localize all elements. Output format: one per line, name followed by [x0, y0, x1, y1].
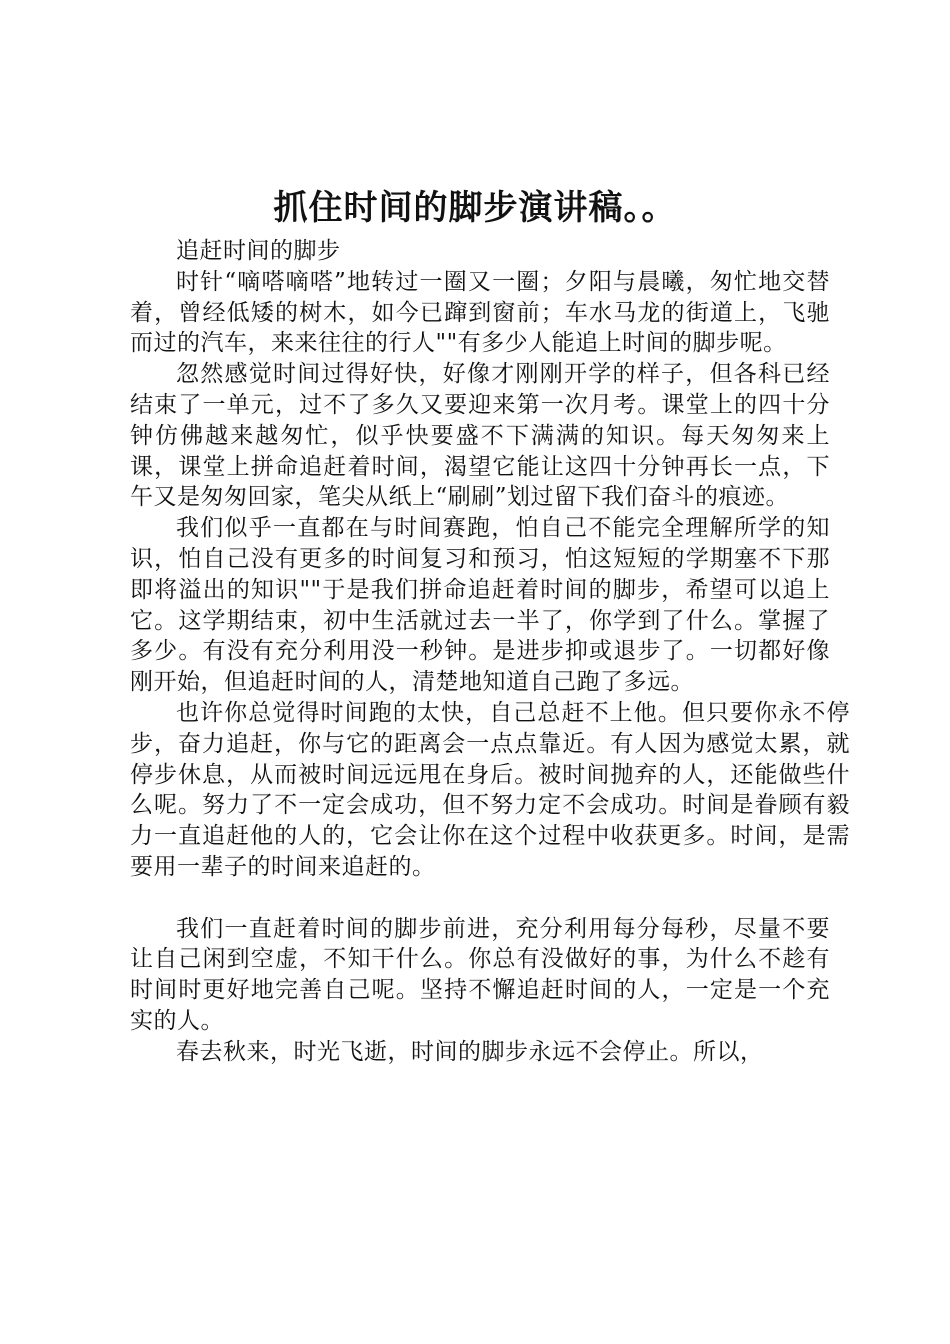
paragraph-4: 也许你总觉得时间跑的太快，自己总赶不上他。但只要你永不停步，奋力追赶，你与它的距离会一点点靠近。有人因为感觉太累，就停步休息，从而被时间远远甩在身后。被时间抛弃的人，还能做些什么呢。努力了不一定会成功，但不努力定不会成功。时间是眷顾有毅力一直追赶他的人的，它会让你在这个过程中收获更多。时间，是需要用一辈子的时间来追赶的。 [130, 699, 850, 880]
paragraph-1: 时针“嘀嗒嘀嗒”地转过一圈又一圈；夕阳与晨曦，匆忙地交替着，曾经低矮的树木，如今已蹿到窗前；车水马龙的街道上，飞驰而过的汽车，来来往往的行人""有多少人能追上时间的脚步呢。 [130, 268, 830, 357]
paragraph-2: 忽然感觉时间过得好快，好像才刚刚开学的样子，但各科已经结束了一单元，过不了多久又要迎来第一次月考。课堂上的四十分钟仿佛越来越匆忙，似乎快要盛不下满满的知识。每天匆匆来上课，课堂上拼命追赶着时间，渴望它能让这四十分钟再长一点，下午又是匆匆回家，笔尖从纸上“刷刷”划过留下我们奋斗的痕迹。 [130, 361, 830, 511]
paragraph-subtitle: 追赶时间的脚步 [176, 238, 341, 264]
document-title: 抓住时间的脚步演讲稿。。 [273, 188, 677, 228]
paragraph-3: 我们似乎一直都在与时间赛跑，怕自己不能完全理解所学的知识，怕自己没有更多的时间复习和预习，怕这短短的学期塞不下那即将溢出的知识""于是我们拼命追赶着时间的脚步，希望可以追上它。这学期结束，初中生活就过去一半了，你学到了什么。掌握了多少。有没有充分利用没一秒钟。是进步抑或退步了。一切都好像刚开始，但追赶时间的人，清楚地知道自己跑了多远。 [130, 515, 830, 696]
paragraph-6: 春去秋来，时光飞逝，时间的脚步永远不会停止。所以， [176, 1038, 764, 1065]
paragraph-spacer [130, 883, 830, 914]
document-body [130, 236, 850, 1068]
paragraph-5: 我们一直赶着时间的脚步前进，充分利用每分每秒，尽量不要让自己闲到空虚，不知干什么。你总有没做好的事，为什么不趁有时间时更好地完善自己呢。坚持不懈追赶时间的人，一定是一个充实的人。 [130, 915, 830, 1034]
